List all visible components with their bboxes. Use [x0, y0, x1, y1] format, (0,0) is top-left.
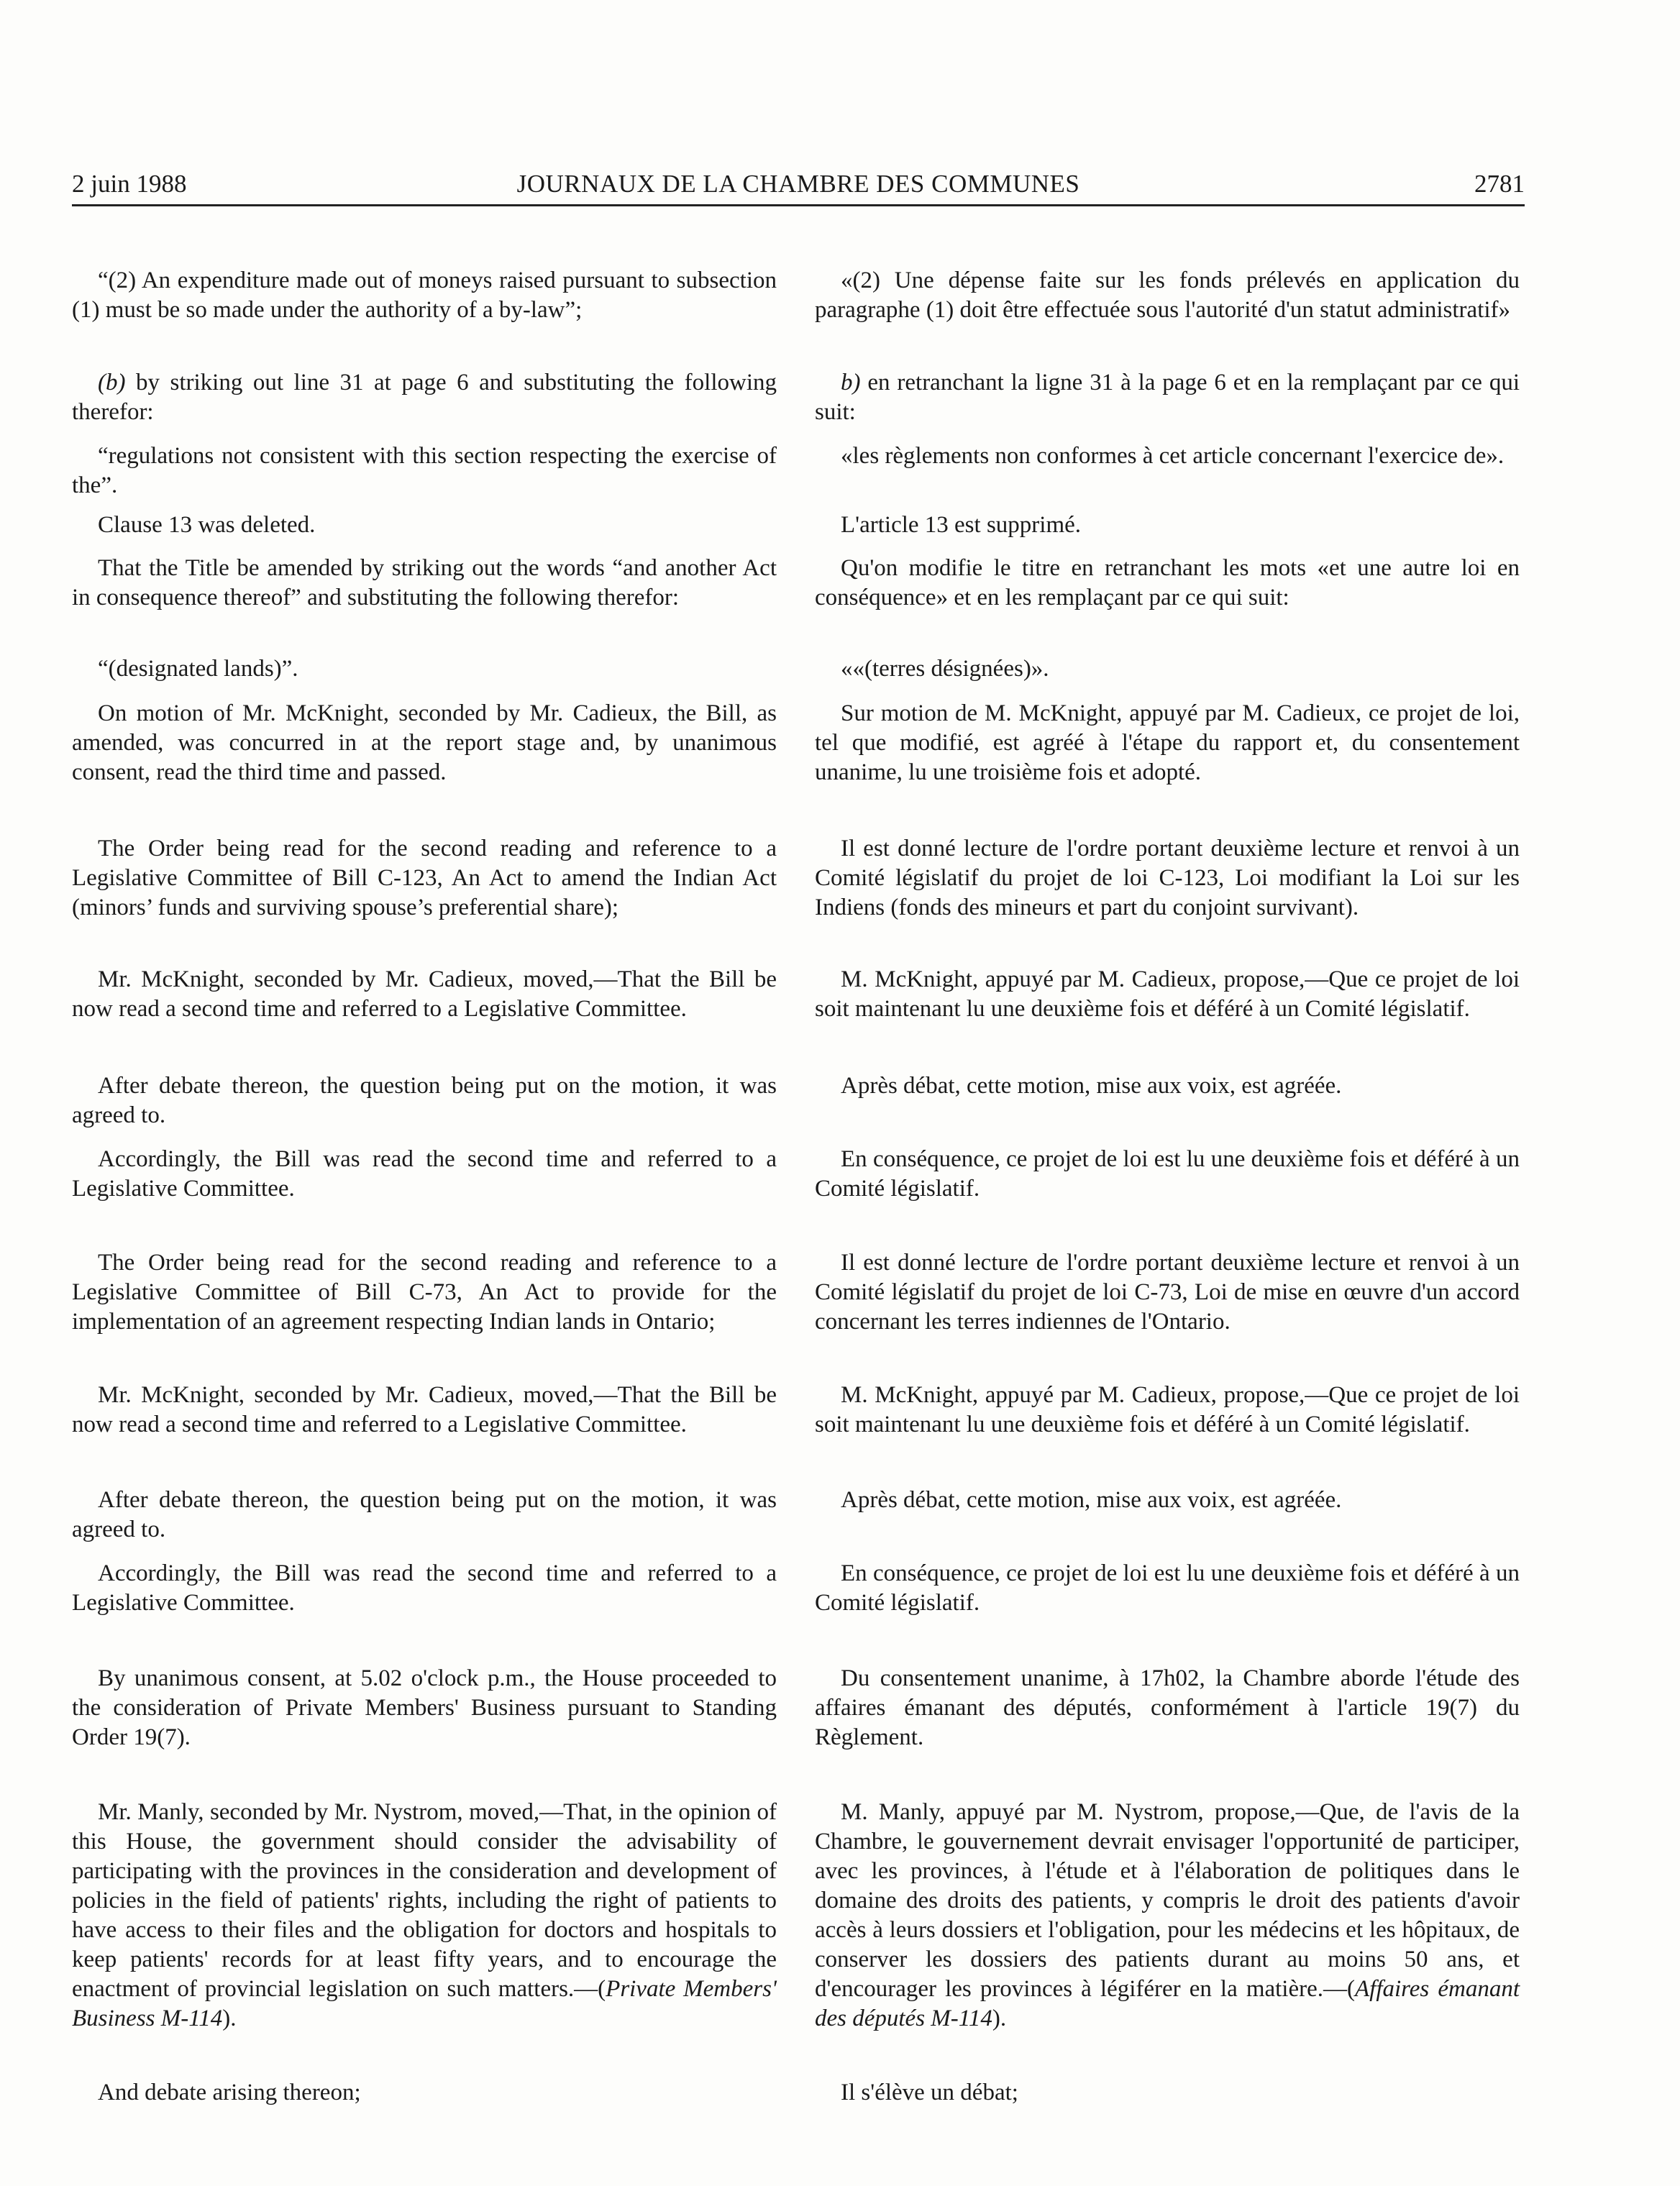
page-number: 2781 — [1474, 170, 1525, 198]
left-para-3: “regulations not consistent with this section respecting the exercise of the”. — [72, 443, 777, 498]
right-para-5: Qu'on modifie le titre en retranchant les mots «et une autre loi en conséquence» et en les remplaçant par ce qui suit: — [815, 555, 1520, 610]
left-para-6: “(designated lands)”. — [98, 656, 298, 682]
journal-title: JOURNAUX DE LA CHAMBRE DES COMMUNES — [516, 170, 1080, 198]
right-para-10: Après débat, cette motion, mise aux voix, est agréée. — [841, 1073, 1342, 1099]
right-para-3: «les règlements non conformes à cet article concernant l'exercice de». — [841, 443, 1505, 469]
right-para-15: En conséquence, ce projet de loi est lu une deuxième fois et déféré à un Comité législatif. — [815, 1560, 1520, 1616]
right-para-18: Il s'élève un débat; — [841, 2080, 1018, 2105]
left-para-1: “(2) An expenditure made out of moneys raised pursuant to subsection (1) must be so made under the authority of a by-law”; — [72, 267, 777, 323]
left-para-2: (b) by striking out line 31 at page 6 and substituting the following therefor: — [72, 370, 777, 425]
page-header — [72, 164, 1525, 206]
right-para-9: M. McKnight, appuyé par M. Cadieux, propose,—Que ce projet de loi soit maintenant lu une deuxième fois et déféré à un Comité législatif. — [815, 966, 1520, 1022]
right-para-1: «(2) Une dépense faite sur les fonds prélevés en application du paragraphe (1) doit être effectuée sous l'autorité d'un statut administratif» — [815, 267, 1520, 323]
left-para-18: And debate arising thereon; — [98, 2080, 361, 2105]
header-date: 2 juin 1988 — [72, 170, 187, 198]
left-para-5: That the Title be amended by striking out the words “and another Act in consequence thereof” and substituting the following therefor: — [72, 555, 777, 610]
left-para-10: After debate thereon, the question being put on the motion, it was agreed to. — [72, 1073, 777, 1128]
right-para-4: L'article 13 est supprimé. — [841, 512, 1082, 538]
right-para-7: Sur motion de M. McKnight, appuyé par M. Cadieux, ce projet de loi, tel que modifié, est agréé à l'étape du rapport et, du consentement unanime, lu une troisième fois et adopté. — [815, 700, 1520, 785]
right-para-14: Après débat, cette motion, mise aux voix, est agréée. — [841, 1487, 1342, 1513]
right-para-12: Il est donné lecture de l'ordre portant deuxième lecture et renvoi à un Comité législatif du projet de loi C-73, Loi de mise en œuvre d'un accord concernant les terres indiennes de l'Ontario. — [815, 1250, 1520, 1335]
left-para-7: On motion of Mr. McKnight, seconded by Mr. Cadieux, the Bill, as amended, was concurred in at the report stage and, by unanimous consent, read the third time and passed. — [72, 700, 777, 785]
right-para-2: b) en retranchant la ligne 31 à la page 6 et en la remplaçant par ce qui suit: — [815, 370, 1520, 425]
right-para-16: Du consentement unanime, à 17h02, la Chambre aborde l'étude des affaires émanant des députés, conformément à l'article 19(7) du Règlement. — [815, 1665, 1520, 1750]
left-para-13: Mr. McKnight, seconded by Mr. Cadieux, moved,—That the Bill be now read a second time and referred to a Legislative Committee. — [72, 1382, 777, 1437]
left-para-16: By unanimous consent, at 5.02 o'clock p.m., the House proceeded to the consideration of Private Members' Business pursuant to Standing Order 19(7). — [72, 1665, 777, 1750]
left-para-8: The Order being read for the second reading and reference to a Legislative Committee of Bill C-123, An Act to amend the Indian Act (minors’ funds and surviving spouse’s preferential share); — [72, 836, 777, 920]
right-para-11: En conséquence, ce projet de loi est lu une deuxième fois et déféré à un Comité législatif. — [815, 1146, 1520, 1202]
left-para-12: The Order being read for the second reading and reference to a Legislative Committee of Bill C-73, An Act to provide for the implementation of an agreement respecting Indian lands in Ontario; — [72, 1250, 777, 1335]
right-para-8: Il est donné lecture de l'ordre portant deuxième lecture et renvoi à un Comité législatif du projet de loi C-123, Loi modifiant la Loi sur les Indiens (fonds des mineurs et part du conjoint survivant). — [815, 836, 1520, 920]
left-para-4: Clause 13 was deleted. — [98, 512, 316, 538]
left-para-11: Accordingly, the Bill was read the second time and referred to a Legislative Committee. — [72, 1146, 777, 1202]
left-para-14: After debate thereon, the question being put on the motion, it was agreed to. — [72, 1487, 777, 1542]
left-para-15: Accordingly, the Bill was read the second time and referred to a Legislative Committee. — [72, 1560, 777, 1616]
left-para-9: Mr. McKnight, seconded by Mr. Cadieux, moved,—That the Bill be now read a second time and referred to a Legislative Committee. — [72, 966, 777, 1022]
left-para-17: Mr. Manly, seconded by Mr. Nystrom, moved,—That, in the opinion of this House, the government should consider the advisability of participating with the provinces in the consideration and development of policies in the field of patients' rights, including the right of patients to have access to their files and the obligation for doctors and hospitals to keep patients' records for at least fifty years, and to encourage the enactment of provincial legislation on such matters.—(Private Members' Business M-114). — [72, 1799, 777, 2031]
right-para-17: M. Manly, appuyé par M. Nystrom, propose,—Que, de l'avis de la Chambre, le gouvernement devrait envisager l'opportunité de participer, avec les provinces, à l'étude et à l'élaboration de politiques dans le domaine des droits des patients, y compris le droit des patients d'avoir accès à leurs dossiers et l'obligation, pour les médecins et les hôpitaux, de conserver les dossiers des patients durant au moins 50 ans, et d'encourager les provinces à légiférer en la matière.—(Affaires émanant des députés M-114). — [815, 1799, 1520, 2031]
right-para-6: ««(terres désignées)». — [841, 656, 1049, 682]
right-para-13: M. McKnight, appuyé par M. Cadieux, propose,—Que ce projet de loi soit maintenant lu une deuxième fois et déféré à un Comité législatif. — [815, 1382, 1520, 1437]
